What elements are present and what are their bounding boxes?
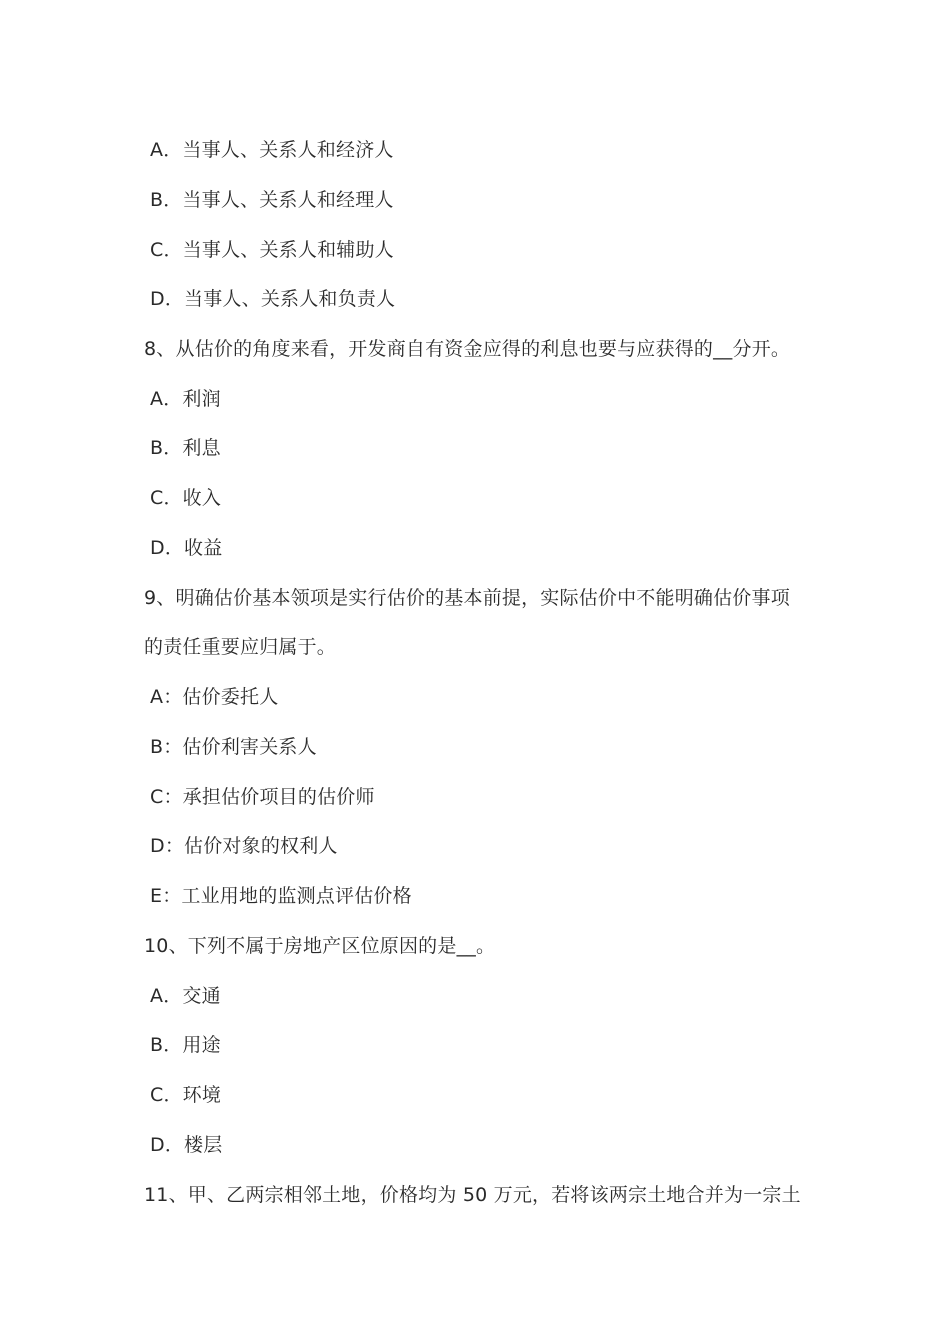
option-line: C．环境	[150, 1084, 222, 1106]
question-line: 10、下列不属于房地产区位原因的是__。	[144, 935, 496, 957]
option-line: A．当事人、关系人和经济人	[150, 139, 394, 161]
question-line: 11、甲、乙两宗相邻土地，价格均为 50 万元，若将该两宗土地合并为一宗土	[144, 1184, 801, 1206]
question-line: 9、明确估价基本领项是实行估价的基本前提，实际估价中不能明确估价事项	[144, 587, 790, 609]
question-line: 8、从估价的角度来看，开发商自有资金应得的利息也要与应获得的__分开。	[144, 338, 791, 360]
question-line: 的责任重要应归属于。	[144, 636, 337, 658]
option-line: A．交通	[150, 985, 221, 1007]
option-line: A：估价委托人	[150, 686, 279, 708]
option-line: E：工业用地的监测点评估价格	[150, 885, 412, 907]
option-line: B．当事人、关系人和经理人	[150, 189, 394, 211]
option-line: D．当事人、关系人和负责人	[150, 288, 396, 310]
option-line: D：估价对象的权利人	[150, 835, 338, 857]
option-line: B．利息	[150, 437, 221, 459]
option-line: A．利润	[150, 388, 221, 410]
option-line: C．收入	[150, 487, 222, 509]
option-line: C：承担估价项目的估价师	[150, 786, 375, 808]
option-line: B：估价利害关系人	[150, 736, 317, 758]
option-line: C．当事人、关系人和辅助人	[150, 239, 394, 261]
option-line: B．用途	[150, 1034, 221, 1056]
option-line: D．楼层	[150, 1134, 223, 1156]
option-line: D．收益	[150, 537, 223, 559]
